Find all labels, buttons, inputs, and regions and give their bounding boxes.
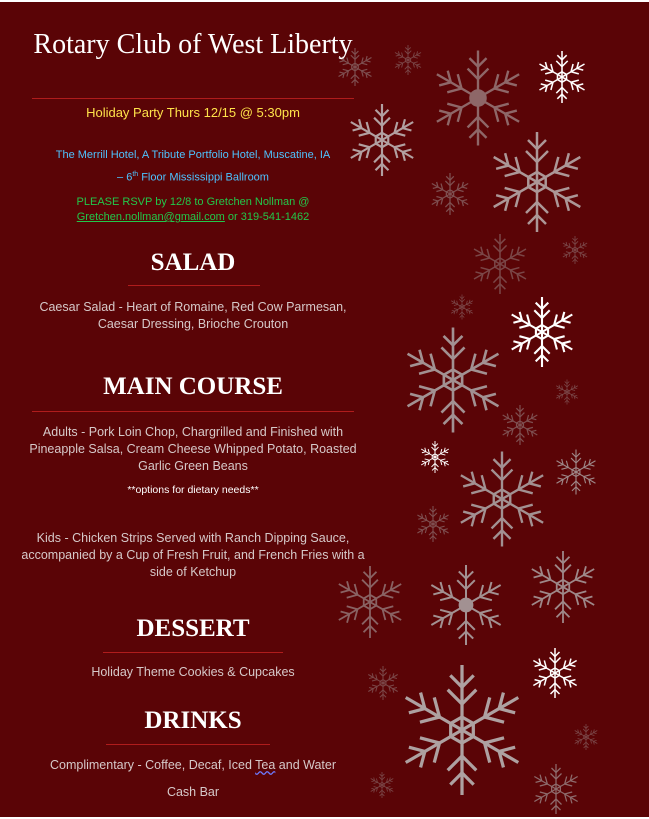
snowflake-icon — [554, 450, 598, 495]
snowflake-icon — [415, 506, 450, 542]
snowflake-icon — [555, 380, 579, 405]
snowflake-icon — [432, 50, 525, 145]
venue-floor: – 6th Floor Mississippi Ballroom — [117, 171, 269, 184]
drinks-divider — [106, 744, 270, 745]
snowflake-icon — [537, 51, 588, 103]
cash-bar-text: Cash Bar — [166, 785, 220, 799]
snowflake-icon — [430, 173, 471, 215]
adults-menu-text: Adults - Pork Loin Chop, Chargrilled and Finished with Pineapple Salsa, Cream Cheese Whipped Potato, Roasted Garlic Green Beans — [29, 425, 357, 473]
page-title: Rotary Club of West Liberty — [33, 29, 353, 60]
salad-text: Caesar Salad - Heart of Romaine, Red Cow Parmesan, Caesar Dressing, Brioche Crouton — [39, 300, 347, 331]
venue-line: The Merrill Hotel, A Tribute Portfolio Hotel, Muscatine, IA — [55, 149, 331, 161]
snowflake-icon — [500, 405, 539, 445]
rsvp-line: PLEASE RSVP by 12/8 to Gretchen Nollman @ — [76, 196, 310, 208]
snowflake-icon — [488, 132, 586, 232]
kids-menu-text: Kids - Chicken Strips Served with Ranch Dipping Sauce, accompanied by a Cup of Fresh Fruit, and French Fries with a side of Ketchup — [21, 531, 365, 579]
snowflake-icon — [427, 565, 505, 645]
rsvp-contact: Gretchen.nollman@gmail.com or 319-541-1462 — [76, 211, 310, 223]
dessert-divider — [103, 652, 283, 653]
snowflake-icon — [531, 648, 580, 698]
drinks-heading: DRINKS — [144, 707, 242, 734]
dietary-note: **options for dietary needs** — [127, 484, 259, 496]
snowflake-icon — [532, 764, 581, 814]
salad-divider — [128, 285, 260, 286]
snowflake-icon — [573, 724, 598, 750]
snowflake-icon — [399, 665, 526, 795]
main-course-heading: MAIN COURSE — [103, 373, 283, 400]
snowflake-icon — [528, 551, 598, 623]
snowflake-icon — [366, 666, 399, 700]
snowflake-icon — [471, 234, 530, 294]
salad-heading: SALAD — [150, 249, 236, 276]
menu-page — [0, 2, 649, 817]
dessert-text: Holiday Theme Cookies & Cupcakes — [91, 665, 295, 679]
snowflake-icon — [369, 772, 394, 798]
snowflake-decoration — [0, 2, 649, 817]
snowflake-icon — [561, 236, 588, 264]
snowflake-icon — [456, 452, 549, 547]
rsvp-email-link[interactable]: Gretchen.nollman@gmail.com — [76, 211, 225, 223]
main-course-divider — [32, 411, 354, 412]
snowflake-icon — [508, 297, 576, 367]
snowflake-icon — [402, 328, 504, 433]
rsvp-block — [20, 195, 366, 225]
dessert-heading: DESSERT — [136, 615, 250, 642]
snowflake-icon — [393, 45, 422, 75]
title-divider — [32, 98, 354, 99]
drinks-text: Complimentary - Coffee, Decaf, Iced Tea and Water — [49, 758, 337, 772]
snowflake-icon — [450, 295, 474, 320]
snowflake-icon — [419, 441, 450, 473]
event-date: Holiday Party Thurs 12/15 @ 5:30pm — [86, 105, 300, 120]
